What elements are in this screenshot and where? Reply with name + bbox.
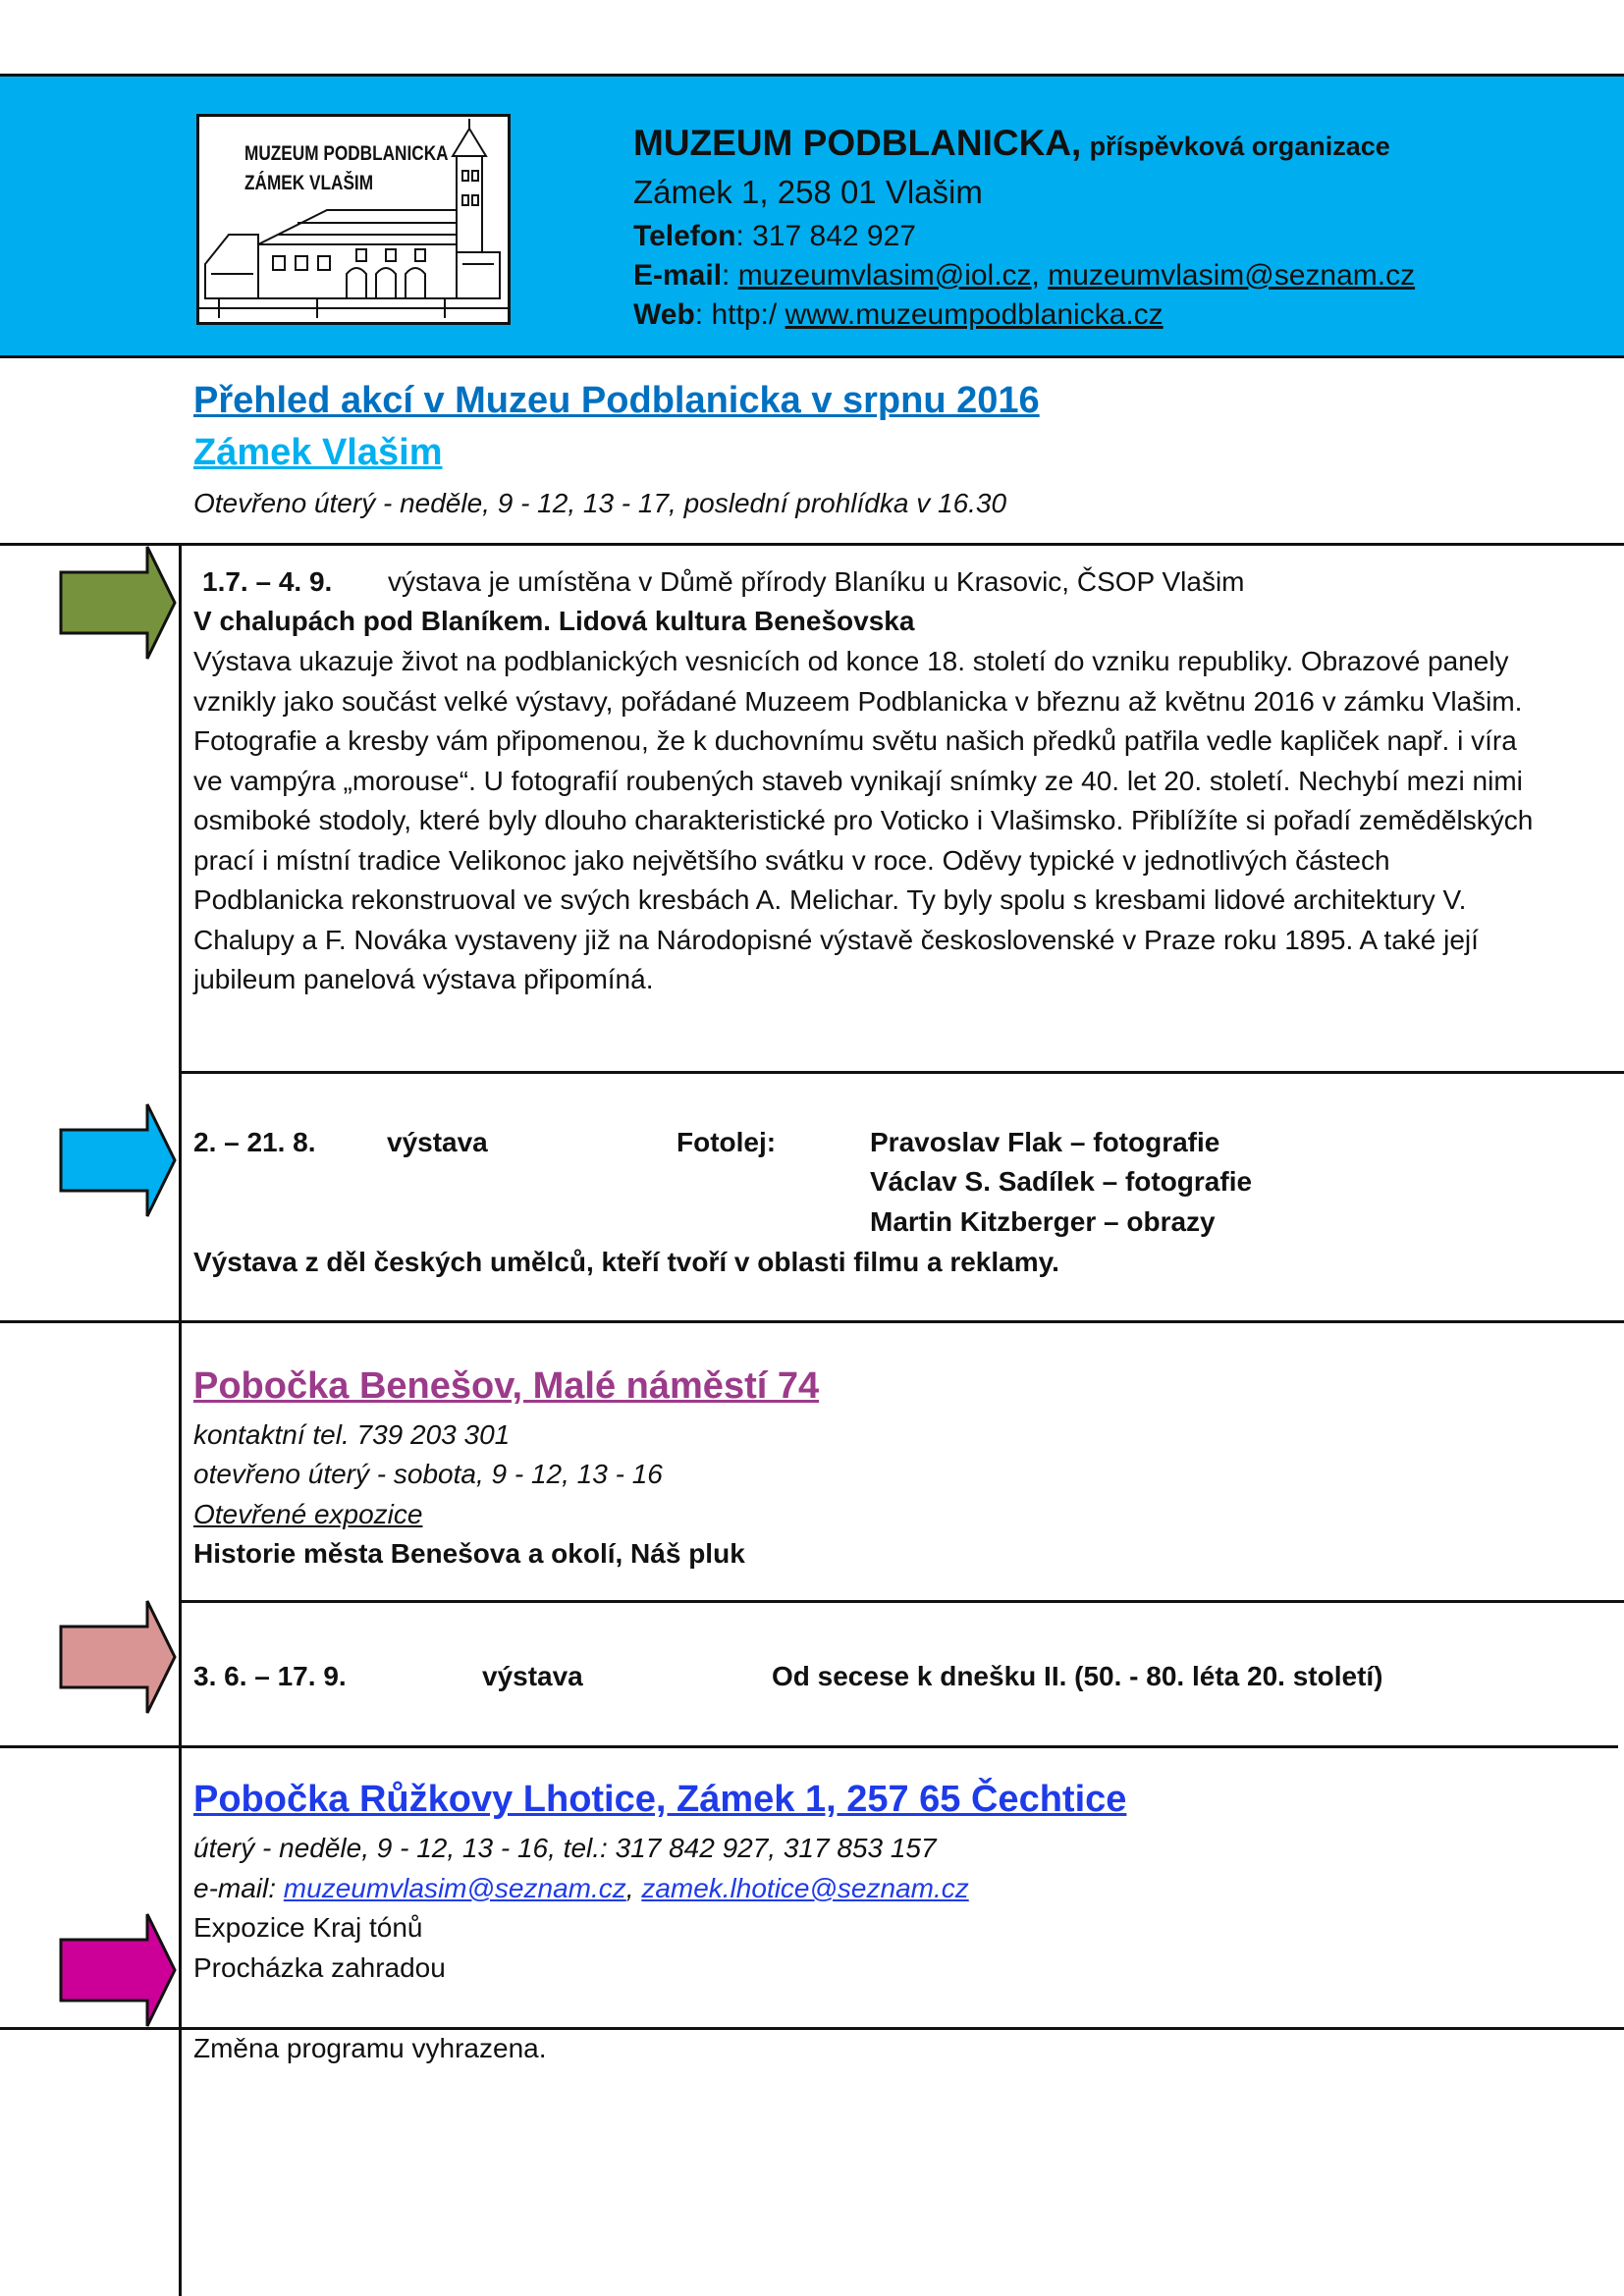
event1-description: Výstava ukazuje život na podblanických vesnicích od konce 18. století do vzniku republiky. Obrazové panely vznikly jako součást velké výstavy, pořádané Muzeem Podblanicka v březnu až květnu 2016 v zámku Vlašim. Fotografie a kresby vám připomenou, že k duchovnímu světu našich předků patřila vedle kapliček např. i víra ve vampýra „morouse“. U fotografií roubených staveb vynikají snímky ze 40. let 20. století. Nechybí mezi nimi osmiboké stodoly, které byly dlouho charakteristické pro Voticko i Vlašimsko. Přiblížíte si pořadí zemědělských prací i místní tradice Velikonoc jako největšího svátku v roce. Oděvy typické v jednotlivých částech Podblanicka rekonstruoval ve svých kresbách A. Melichar. Ty byly spolu s kresbami lidové architektury V. Chalupy a F. Nováka vystaveny již na Národopisné výstavě československé v Praze roku 1895. A také její jubileum panelová výstava připomíná.: [193, 646, 1534, 994]
benesov-opening-hours: otevřeno úterý - sobota, 9 - 12, 13 - 16: [193, 1459, 663, 1489]
lhotice-email-line: [193, 1869, 969, 1909]
section-title-zamek-vlasim[interactable]: Zámek Vlašim: [193, 432, 443, 473]
lhotice-email-link-1[interactable]: muzeumvlasim@seznam.cz: [283, 1873, 626, 1903]
castle-drawing-icon: [199, 117, 508, 322]
lhotice-opening-hours: úterý - neděle, 9 - 12, 13 - 16, tel.: 317 842 927, 317 853 157: [193, 1833, 937, 1863]
email-label: E-mail: [633, 259, 723, 292]
phone-number: : 317 842 927: [735, 220, 916, 252]
benesov-contact: kontaktní tel. 739 203 301: [193, 1419, 511, 1450]
vlasim-opening-hours: Otevřeno úterý - neděle, 9 - 12, 13 - 17, poslední prohlídka v 16.30: [193, 488, 1007, 518]
benesov-expo: Historie města Benešova a okolí, Náš pluk: [193, 1538, 745, 1569]
benesov-expo-label: Otevřené expozice: [193, 1499, 423, 1529]
lhotice-email-prefix: e-mail:: [193, 1873, 284, 1903]
page-title[interactable]: Přehled akcí v Muzeu Podblanicka v srpnu 2016: [193, 380, 1040, 421]
event2-date: 2. – 21. 8.: [193, 1127, 316, 1157]
divider: [0, 1745, 1618, 1748]
org-type: příspěvková organizace: [1089, 132, 1390, 161]
arrow-right-icon: [59, 1912, 177, 2028]
lhotice-item-garden: Procházka zahradou: [193, 1952, 446, 1983]
section-title-lhotice[interactable]: Pobočka Růžkovy Lhotice, Zámek 1, 257 65 Čechtice: [193, 1779, 1127, 1820]
lhotice-email-separator: ,: [625, 1873, 642, 1903]
divider: [0, 543, 1624, 546]
phone-label: Telefon: [633, 220, 736, 252]
section-title-benesov[interactable]: Pobočka Benešov, Malé náměstí 74: [193, 1365, 820, 1407]
event2-title: Fotolej:: [677, 1127, 777, 1157]
event1-location: výstava je umístěna v Důmě přírody Blaníku u Krasovic, ČSOP Vlašim: [388, 566, 1245, 597]
footer-note: Změna programu vyhrazena.: [193, 2033, 547, 2063]
arrow-right-icon: [59, 545, 177, 661]
divider: [179, 1071, 1624, 1074]
org-name-line: [633, 125, 1390, 161]
web-label: Web: [633, 298, 695, 331]
event2-description: Výstava z děl českých umělců, kteří tvoří v oblasti filmu a reklamy.: [193, 1247, 1059, 1277]
org-email-line: [633, 261, 1415, 291]
event1-title: V chalupách pod Blaníkem. Lidová kultura Benešovska: [193, 606, 915, 636]
divider: [179, 1600, 1624, 1603]
vertical-divider: [179, 545, 182, 2296]
event2-artist: Pravoslav Flak – fotografie: [870, 1127, 1220, 1157]
arrow-right-icon: [59, 1102, 177, 1218]
org-phone-line: [633, 222, 916, 251]
email-link-iol[interactable]: muzeumvlasim@iol.cz: [737, 259, 1032, 292]
event2-type: výstava: [387, 1127, 488, 1157]
web-prefix: : http:/: [694, 298, 785, 331]
email-separator: :: [722, 259, 738, 292]
org-web-line: [633, 300, 1164, 330]
event2-artist: Martin Kitzberger – obrazy: [870, 1206, 1216, 1237]
arrow-right-icon: [59, 1599, 177, 1715]
org-address: Zámek 1, 258 01 Vlašim: [633, 174, 983, 210]
email-link-seznam[interactable]: muzeumvlasim@seznam.cz: [1048, 259, 1416, 292]
web-link[interactable]: www.muzeumpodblanicka.cz: [785, 298, 1164, 331]
logo-line-1: MUZEUM PODBLANICKA: [244, 142, 449, 165]
divider: [0, 1320, 1624, 1323]
lhotice-email-link-2[interactable]: zamek.lhotice@seznam.cz: [641, 1873, 969, 1903]
event2-artist: Václav S. Sadílek – fotografie: [870, 1166, 1253, 1197]
email-separator-2: ,: [1031, 259, 1049, 292]
museum-logo: [196, 114, 511, 325]
org-name: MUZEUM PODBLANICKA,: [633, 123, 1082, 163]
event3-title: Od secese k dnešku II. (50. - 80. léta 20. století): [772, 1661, 1383, 1691]
logo-line-2: ZÁMEK VLAŠIM: [244, 172, 374, 194]
event3-date: 3. 6. – 17. 9.: [193, 1661, 347, 1691]
event1-date: 1.7. – 4. 9.: [202, 566, 333, 597]
event3-type: výstava: [482, 1661, 583, 1691]
lhotice-item-expo: Expozice Kraj tónů: [193, 1912, 423, 1943]
